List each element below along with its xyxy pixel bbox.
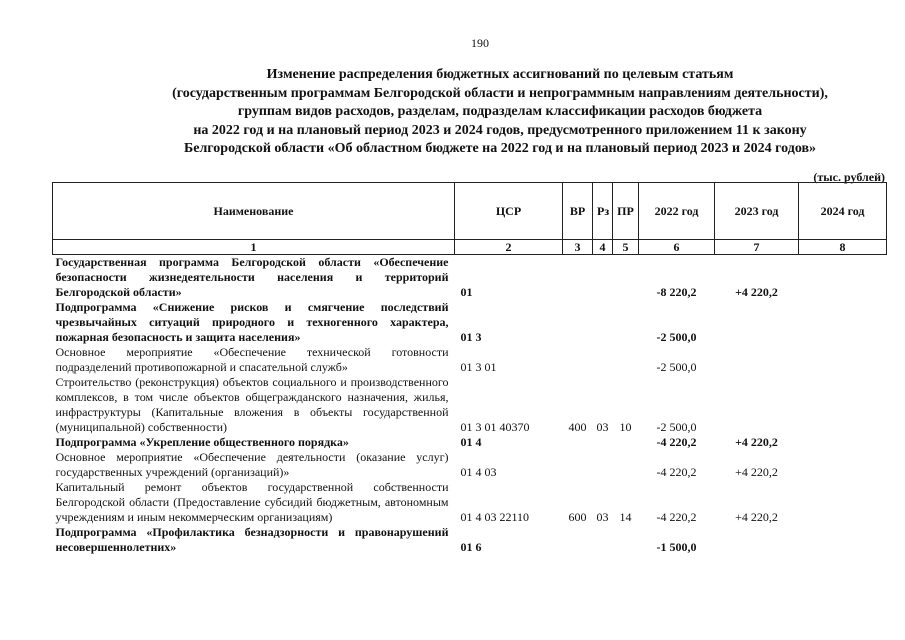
row-csr: 01 6	[460, 540, 482, 554]
table-row	[53, 255, 887, 301]
row-csr: 01 4 03	[460, 465, 497, 479]
row-pr: 10	[619, 420, 632, 434]
row-2024	[799, 255, 887, 301]
row-name: Подпрограмма «Укрепление общественного порядка»	[55, 435, 349, 449]
column-number: 8	[799, 240, 887, 255]
row-2022: -2 500,0	[656, 330, 697, 344]
title-line: группам видов расходов, разделам, подразделам классификации расходов бюджета	[237, 104, 763, 119]
column-number-row	[53, 240, 887, 255]
row-pr	[613, 450, 639, 480]
column-number: 2	[455, 240, 563, 255]
row-pr	[613, 345, 639, 375]
column-number: 7	[715, 240, 799, 255]
row-name: Основное мероприятие «Обеспечение деятельности (оказание услуг) государственных учреждений (организаций)»	[55, 450, 449, 479]
row-2023	[715, 525, 799, 555]
row-vr	[563, 345, 593, 375]
row-csr: 01 4 03 22110	[460, 510, 530, 524]
row-2022: -4 220,2	[656, 435, 697, 449]
row-csr: 01	[460, 285, 473, 299]
header-csr: ЦСР	[455, 183, 563, 240]
title-line: Белгородской области «Об областном бюджете на 2022 год и на плановый период 2023 и 2024 годов»	[183, 141, 817, 156]
row-name: Подпрограмма «Снижение рисков и смягчение последствий чрезвычайных ситуаций природного и техногенного характера, пожарная безопасность и защита населения»	[55, 300, 449, 344]
row-rz	[593, 255, 613, 301]
column-number: 6	[639, 240, 715, 255]
row-2022: -4 220,2	[656, 510, 697, 524]
row-pr	[613, 525, 639, 555]
header-name: Наименование	[53, 183, 455, 240]
row-2022: -2 500,0	[656, 360, 697, 374]
row-pr: 14	[619, 510, 632, 524]
header-rz: Рз	[593, 183, 613, 240]
row-vr	[563, 435, 593, 450]
row-2024	[799, 300, 887, 345]
row-2023: +4 220,2	[735, 435, 778, 449]
column-number: 4	[593, 240, 613, 255]
row-csr: 01 3 01	[460, 360, 497, 374]
row-2023: +4 220,2	[735, 465, 778, 479]
row-2023: +4 220,2	[735, 510, 778, 524]
row-2023	[715, 300, 799, 345]
table-row	[53, 345, 887, 375]
row-name: Основное мероприятие «Обеспечение технической готовности подразделений противопожарной и спасательной служб»	[55, 345, 449, 374]
row-vr	[563, 300, 593, 345]
row-csr: 01 3 01 40370	[460, 420, 530, 434]
header-2024: 2024 год	[799, 183, 887, 240]
row-pr	[613, 255, 639, 301]
units-label: (тыс. рублей)	[813, 170, 885, 184]
row-name: Государственная программа Белгородской области «Обеспечение безопасности жизнедеятельности населения и территорий Белгородской области»	[55, 255, 449, 299]
header-vr: ВР	[563, 183, 593, 240]
row-2022: -4 220,2	[656, 465, 697, 479]
column-number: 1	[53, 240, 455, 255]
table-row	[53, 435, 887, 450]
title-line: Изменение распределения бюджетных ассигнований по целевым статьям	[266, 67, 734, 82]
row-rz	[593, 450, 613, 480]
budget-table	[52, 182, 887, 555]
row-rz	[593, 300, 613, 345]
row-2024	[799, 345, 887, 375]
row-2022: -8 220,2	[656, 285, 697, 299]
row-vr: 400	[568, 420, 587, 434]
header-2022: 2022 год	[639, 183, 715, 240]
row-name: Подпрограмма «Профилактика безнадзорности и правонарушений несовершеннолетних»	[55, 525, 449, 554]
row-name: Капитальный ремонт объектов государственной собственности Белгородской области (Предоставление субсидий бюджетным, автономным учреждениям и иным некоммерческим организациям)	[55, 480, 449, 524]
table-row	[53, 480, 887, 525]
row-2023	[715, 345, 799, 375]
table-header-row	[53, 183, 887, 240]
row-2024	[799, 480, 887, 525]
row-rz	[593, 525, 613, 555]
row-vr	[563, 255, 593, 301]
row-vr	[563, 450, 593, 480]
row-rz: 03	[596, 420, 609, 434]
header-pr: ПР	[613, 183, 639, 240]
row-csr: 01 4	[460, 435, 482, 449]
header-2023: 2023 год	[715, 183, 799, 240]
table-row	[53, 300, 887, 345]
row-2024	[799, 450, 887, 480]
row-2024	[799, 525, 887, 555]
table-row	[53, 450, 887, 480]
title-line: на 2022 год и на плановый период 2023 и 2024 годов, предусмотренного приложением 11 к закону	[193, 122, 807, 138]
row-vr: 600	[568, 510, 587, 524]
row-rz: 03	[596, 510, 609, 524]
row-2024	[799, 375, 887, 435]
row-csr: 01 3	[460, 330, 482, 344]
row-2024	[799, 435, 887, 450]
row-pr	[613, 435, 639, 450]
row-2022: -1 500,0	[656, 540, 697, 554]
row-2023	[715, 375, 799, 435]
table-body	[53, 255, 887, 556]
row-rz	[593, 435, 613, 450]
column-number: 3	[563, 240, 593, 255]
column-number: 5	[613, 240, 639, 255]
title-line: (государственным программам Белгородской области и непрограммным направлениям деятельности),	[172, 85, 828, 101]
row-2022: -2 500,0	[656, 420, 697, 434]
row-rz	[593, 345, 613, 375]
row-name: Строительство (реконструкция) объектов социального и производственного комплексов, в том числе объектов общегражданского назначения, жилья, инфраструктуры (Капитальные вложения в объекты государственной (муниципальной) собственности)	[55, 375, 449, 434]
row-2023: +4 220,2	[735, 285, 778, 299]
page-number: 190	[471, 36, 489, 50]
table-row	[53, 375, 887, 435]
table-row	[53, 525, 887, 555]
row-pr	[613, 300, 639, 345]
document-title	[120, 66, 880, 159]
row-vr	[563, 525, 593, 555]
